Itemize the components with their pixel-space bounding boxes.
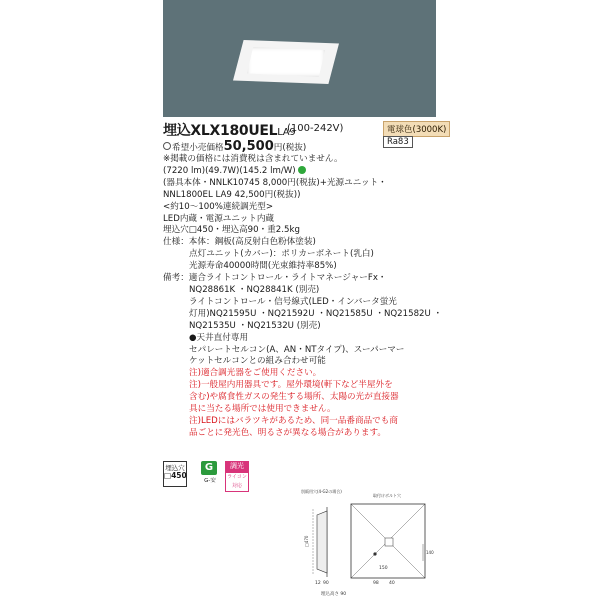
price-amount: 50,500 (223, 139, 274, 154)
parts-line-1: (器具本体・NNLK10745 8,000円(税抜)+光源ユニット・ (163, 177, 387, 188)
ra-badge: Ra83 (383, 136, 413, 148)
price-line: 希望小売価格50,500円(税抜) (163, 140, 443, 154)
note-line-4: 灯用)NQ21595U ・NQ21592U ・NQ21585U ・NQ21582U ・ (189, 308, 443, 319)
drawing-caption: 埋込高さ 90 (321, 592, 347, 597)
warning-line-1: 注)適合調光器をご使用ください。 (189, 368, 322, 379)
warning-line-4: 具に当たる場所では使用できません。 (189, 404, 336, 415)
leaf-icon (298, 166, 306, 174)
spec-line-3: 光源寿命40000時間(光束維持率85%) (189, 261, 337, 272)
drawing-side-dim: □470 (304, 535, 309, 547)
warning-line-3: 含む)や腐食性ガスの発生する場所、太陽の光が直接器 (189, 392, 399, 403)
note-line-3: ライトコントロール・信号線式(LED・インバータ蛍光 (189, 296, 397, 307)
g-mark-icon: G G-安 (201, 461, 219, 485)
eco-icon (163, 142, 171, 150)
drawing-dim-40: 40 (389, 581, 395, 586)
note-line-8: ケットセルコンとの組み合わせ可能 (189, 356, 326, 367)
flux-line: (7220 lm)(49.7W)(145.2 lm/W) (163, 166, 443, 178)
dimming-icon: 調光 ライコン対応 (225, 461, 249, 487)
drawing-dim-98: 98 (373, 581, 379, 586)
note-line-2: NQ28861K ・NQ28841K (別売) (189, 284, 320, 295)
product-title: 埋込XLX180UELLA9 (163, 123, 296, 139)
product-photo (163, 0, 436, 117)
note-line-7: セパレートセルコン(A、AN・NTタイプ)、スーパーマー (189, 344, 405, 355)
dimension-drawing (293, 487, 443, 600)
note-line-6: ●天井直付専用 (189, 332, 249, 343)
note-line-1: 備考：適合ライトコントロール・ライトマネージャーFx・ (163, 273, 387, 284)
warning-line-6: 品ごとに発光色、明るさが異なる場合があります。 (189, 427, 386, 438)
voltage-label: (100-242V) (287, 123, 344, 134)
spec-line-1: 仕様：本体：鋼板(高反射白色粉体塗装) (163, 237, 316, 248)
warning-line-2: 注)一般屋内用器具です。屋外環境(軒下など半屋外を (189, 380, 393, 391)
spec-text (163, 140, 443, 440)
warning-line-5: 注)LEDにはバラツキがあるため、同一品番商品でも商 (189, 415, 398, 426)
drawing-dim-12: 12 (315, 581, 321, 586)
tax-note: ※掲載の価格には消費税は含まれていません。 (163, 154, 343, 164)
cutout-size-icon: 埋込穴 □450 (163, 461, 187, 487)
parts-line-2: NNL1800EL LA9 42,500円(税抜)) (163, 189, 301, 200)
drawing-label-holes: 別販用穴(4-G2の場合) (301, 489, 342, 494)
drawing-dim-90: 90 (323, 581, 329, 586)
drawing-label-bolt: 取付けボルト穴 (373, 493, 401, 498)
drawing-dim-150: 150 (379, 566, 388, 571)
cutout-line: 埋込穴□450・埋込高90・重2.5kg (163, 225, 300, 236)
spec-line-2: 点灯ユニット(カバー)：ポリカーボネート(乳白) (189, 249, 374, 260)
color-temp-badge: 電球色(3000K) (383, 121, 450, 137)
note-line-5: NQ21535U ・NQ21532U (別売) (189, 320, 321, 331)
dimming-line: <約10～100%連続調光型> (163, 201, 274, 212)
drawing-dim-140: 140 (426, 550, 434, 555)
fixture-diffuser (247, 47, 325, 77)
builtin-line: LED内蔵・電源ユニット内蔵 (163, 213, 275, 224)
